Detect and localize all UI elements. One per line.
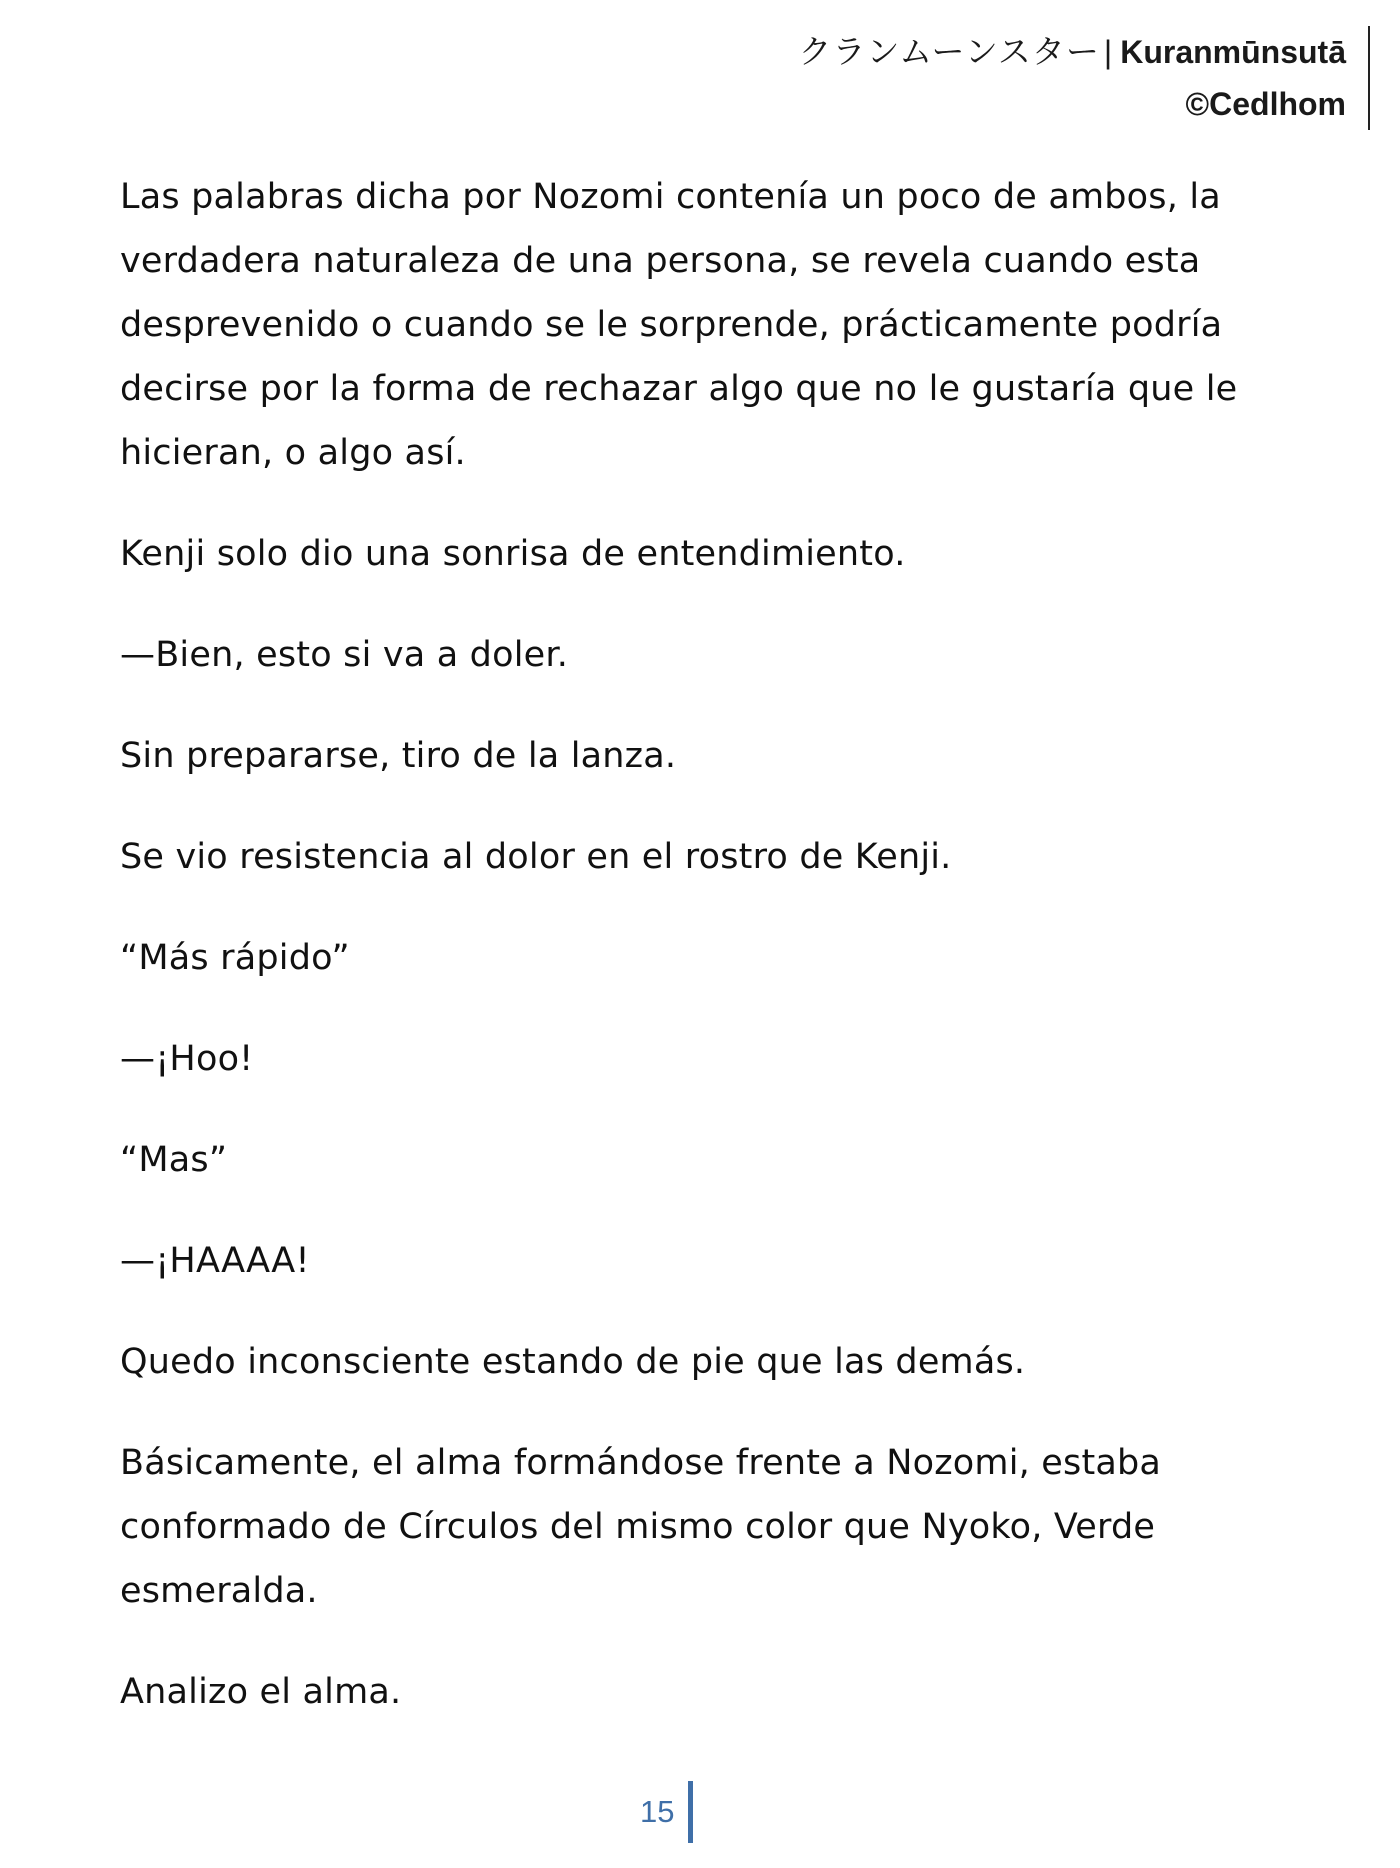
header-romanized-title: Kuranmūnsutā <box>1120 34 1346 70</box>
paragraph: Las palabras dicha por Nozomi contenía un poco de ambos, la verdadera naturaleza de una persona, se revela cuando esta desprevenido o cuando se le sorprende, prácticamente podría decirse por la forma de rechazar algo que no le gustaría que le hicieran, o algo así. <box>120 177 1238 473</box>
paragraph: —Bien, esto si va a doler. <box>120 635 569 675</box>
paragraph: Sin prepararse, tiro de la lanza. <box>120 736 677 776</box>
page-body <box>120 165 1300 1761</box>
paragraph: —¡Hoo! <box>120 1039 254 1079</box>
paragraph: Quedo inconsciente estando de pie que las demás. <box>120 1342 1026 1382</box>
paragraph: Se vio resistencia al dolor en el rostro de Kenji. <box>120 837 952 877</box>
page-number-bar <box>688 1781 693 1843</box>
header-japanese-title: クランムーンスター <box>798 32 1100 71</box>
running-header <box>646 26 1370 130</box>
paragraph: Analizo el alma. <box>120 1672 402 1712</box>
header-title-line <box>646 26 1346 78</box>
paragraph: “Más rápido” <box>120 938 350 978</box>
page-number-footer <box>640 1780 693 1844</box>
paragraph: Básicamente, el alma formándose frente a Nozomi, estaba conformado de Círculos del mismo color que Nyoko, Verde esmeralda. <box>120 1443 1162 1611</box>
header-copyright: ©Cedlhom <box>1185 86 1346 122</box>
header-separator: | <box>1103 34 1113 70</box>
paragraph: “Mas” <box>120 1140 228 1180</box>
paragraph: Kenji solo dio una sonrisa de entendimiento. <box>120 534 906 574</box>
page-number: 15 <box>640 1794 675 1829</box>
paragraph: —¡HAAAA! <box>120 1241 310 1281</box>
